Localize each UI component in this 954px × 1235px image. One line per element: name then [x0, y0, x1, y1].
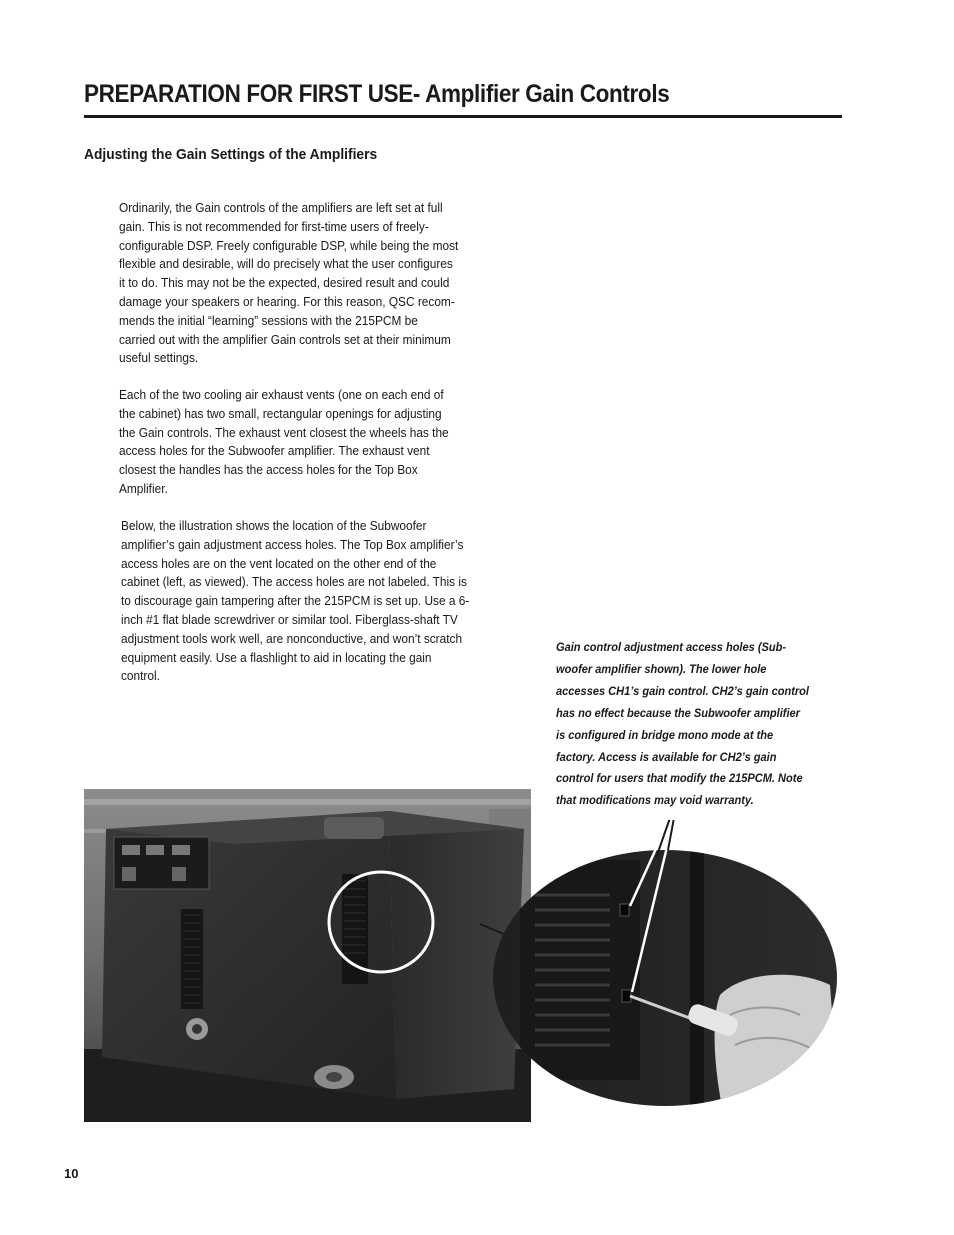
paragraph-illustration — [121, 517, 469, 686]
title-divider — [84, 115, 842, 118]
text-line: flexible and desirable, will do precisely what the user configures — [119, 256, 453, 272]
caption-line: accesses CH1’s gain control. CH2’s gain control — [556, 683, 809, 698]
text-line: Each of the two cooling air exhaust vents (one on each end of — [119, 387, 444, 402]
text-line: damage your speakers or hearing. For this reason, QSC recom- — [119, 293, 455, 309]
caption-line: has no effect because the Subwoofer amplifier — [556, 705, 800, 720]
text-line: carried out with the amplifier Gain controls set at their minimum — [119, 331, 451, 347]
paragraph-gain-intro — [119, 199, 458, 368]
text-line: Below, the illustration shows the location of the Subwoofer — [121, 518, 427, 533]
text-line: gain. This is not recommended for first-time users of freely- — [119, 218, 429, 234]
text-line: configurable DSP. Freely configurable DSP, while being the most — [119, 237, 459, 253]
photo-caption — [556, 637, 809, 812]
text-line: it to do. This may not be the expected, desired result and could — [119, 275, 450, 291]
text-line: the Gain controls. The exhaust vent closest the wheels has the — [119, 424, 449, 440]
text-line: adjustment tools work well, are nonconductive, and won’t scratch — [121, 630, 463, 646]
section-heading: Adjusting the Gain Settings of the Amplifiers — [84, 146, 378, 163]
page-title: PREPARATION FOR FIRST USE- Amplifier Gain Controls — [84, 80, 670, 108]
text-line: cabinet (left, as viewed). The access holes are not labeled. This is — [121, 574, 467, 590]
caption-line: factory. Access is available for CH2’s gain — [556, 749, 777, 764]
text-line: useful settings. — [119, 350, 199, 366]
text-line: access holes are on the vent located on the other end of the — [121, 555, 437, 571]
caption-line: is configured in bridge mono mode at the — [556, 727, 774, 742]
text-line: Ordinarily, the Gain controls of the amplifiers are left set at full — [119, 200, 443, 215]
text-line: Amplifier. — [119, 480, 168, 496]
speaker-cabinet-photo — [84, 789, 531, 1122]
text-line: mends the initial “learning” sessions with the 215PCM be — [119, 312, 418, 328]
caption-line: control for users that modify the 215PCM. Note — [556, 771, 803, 786]
paragraph-exhaust-vents — [119, 386, 449, 499]
text-line: closest the handles has the access holes for the Top Box — [119, 462, 418, 478]
page-number: 10 — [64, 1166, 79, 1181]
text-line: inch #1 flat blade screwdriver or similar tool. Fiberglass-shaft TV — [121, 611, 458, 627]
text-line: equipment easily. Use a flashlight to aid in locating the gain — [121, 649, 432, 665]
text-line: control. — [121, 668, 160, 684]
caption-line: Gain control adjustment access holes (Sub- — [556, 640, 787, 654]
caption-line: that modifications may void warranty. — [556, 793, 754, 808]
access-holes-closeup — [480, 820, 840, 1120]
text-line: access holes for the Subwoofer amplifier. The exhaust vent — [119, 443, 430, 459]
text-line: amplifier’s gain adjustment access holes. The Top Box amplifier’s — [121, 536, 464, 552]
text-line: to discourage gain tampering after the 215PCM is set up. Use a 6- — [121, 593, 470, 609]
caption-line: woofer amplifier shown). The lower hole — [556, 661, 767, 676]
text-line: the cabinet) has two small, rectangular openings for adjusting — [119, 405, 442, 421]
